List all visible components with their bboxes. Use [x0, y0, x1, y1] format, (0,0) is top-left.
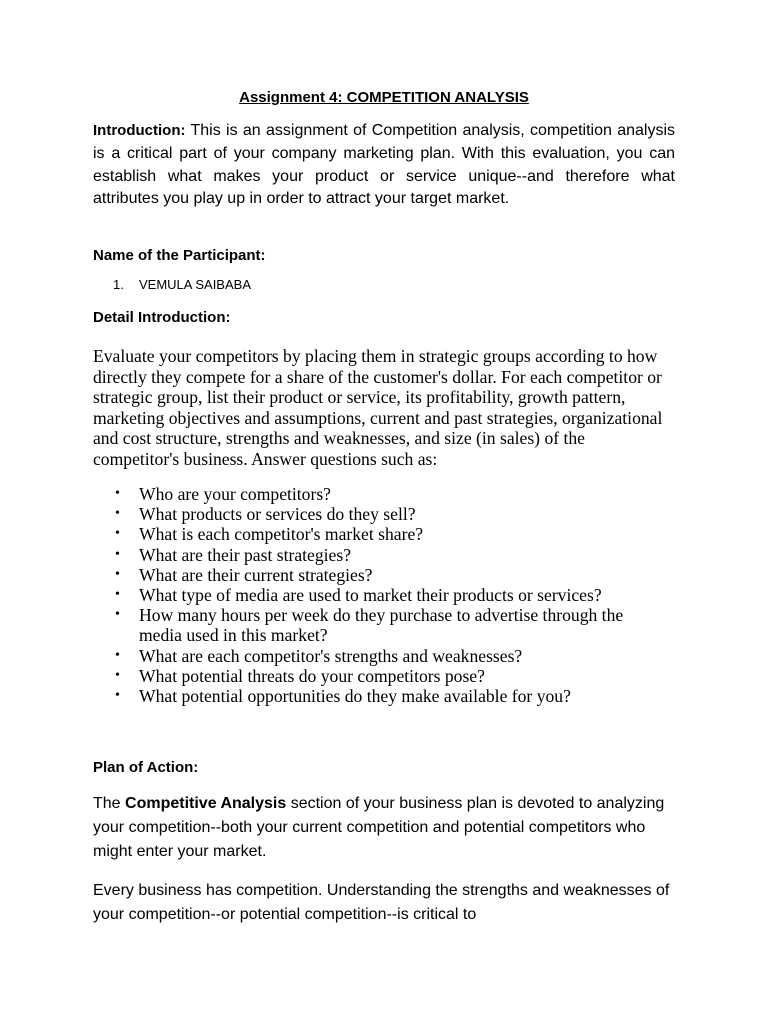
list-item: • What are their current strategies?	[93, 565, 653, 585]
plan-text-before: The	[93, 795, 126, 812]
introduction-text: This is an assignment of Competition analysis, competition analysis is a critical part of your company marketing plan. With this evaluation, you can establish what makes your product or service unique--and therefore what attributes you play up in order to attract your target market.	[93, 122, 675, 208]
list-item: • How many hours per week do they purchase to advertise through the media used in this market?	[93, 605, 653, 645]
list-item: • What type of media are used to market their products or services?	[93, 585, 653, 605]
list-item: • What is each competitor's market share?	[93, 524, 653, 544]
participant-list	[93, 277, 251, 292]
plan-heading: Plan of Action:	[93, 759, 199, 776]
list-item: • What are each competitor's strengths and weaknesses?	[93, 646, 653, 666]
participant-name: VEMULA SAIBABA	[139, 277, 251, 292]
detail-paragraph: Evaluate your competitors by placing them in strategic groups according to how directly they compete for a share of the customer's dollar. For each competitor or strategic group, list their product or service, its profitability, growth pattern, marketing objectives and assumptions, current and past strategies, organizational and cost structure, strengths and weaknesses, and size (in sales) of the competitor's business. Answer questions such as:	[93, 346, 663, 469]
list-number: 1.	[113, 277, 124, 292]
introduction-label: Introduction:	[93, 122, 186, 139]
page-title: Assignment 4: COMPETITION ANALYSIS	[239, 89, 529, 106]
participant-heading: Name of the Participant:	[93, 247, 266, 264]
list-item: • What are their past strategies?	[93, 545, 653, 565]
list-item: • What products or services do they sell?	[93, 504, 653, 524]
list-item: • Who are your competitors?	[93, 484, 653, 504]
plan-paragraph-2: Every business has competition. Understanding the strengths and weaknesses of your competition--or potential competition--is critical to	[93, 882, 670, 923]
plan-text-after: section of your business plan is devoted to analyzing your competition--both your current competition and potential competitors who might enter your market.	[93, 795, 665, 860]
plan-bold-term: Competitive Analysis	[125, 795, 287, 812]
list-item: • What potential opportunities do they make available for you?	[93, 686, 653, 706]
question-list	[93, 484, 653, 706]
list-item: • What potential threats do your competitors pose?	[93, 666, 653, 686]
list-item	[93, 277, 251, 292]
plan-paragraph-1	[93, 792, 675, 864]
detail-heading: Detail Introduction:	[93, 309, 231, 326]
introduction-paragraph	[93, 120, 675, 211]
